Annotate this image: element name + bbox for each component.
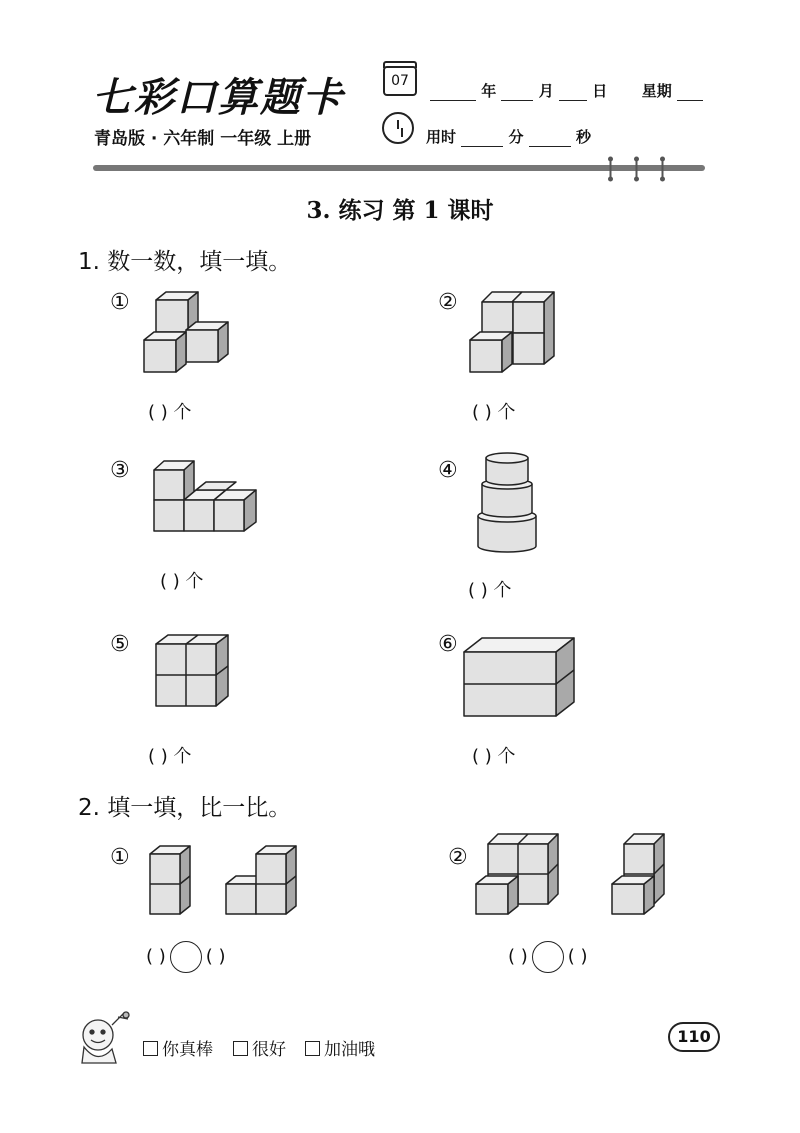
item-number: ⑥ <box>438 632 458 657</box>
edition-subtitle: 青岛版 · 六年制 一年级 上册 <box>94 129 312 149</box>
mascot-icon <box>72 1005 136 1069</box>
compare-row-1 <box>146 941 226 973</box>
item-number: ④ <box>438 458 458 483</box>
second-label: 秒 <box>575 128 591 146</box>
answer-blank-1[interactable]: ( ) 个 <box>148 402 192 423</box>
day-blank[interactable] <box>559 82 587 101</box>
compare-left-blank[interactable]: ( ) <box>508 946 528 967</box>
item-number: ① <box>110 290 130 315</box>
compare-right-blank[interactable]: ( ) <box>567 946 588 967</box>
cube-figure-5 <box>150 630 232 710</box>
time-used-label: 用时 <box>426 128 457 146</box>
compare-row-2 <box>508 941 588 973</box>
calendar-day: 07 <box>391 73 409 89</box>
answer-blank-2[interactable]: ( ) 个 <box>472 402 516 423</box>
calendar-icon <box>383 66 417 96</box>
lesson-title: 3. 练习 第 1 课时 <box>306 197 494 224</box>
pin-icon <box>608 156 613 182</box>
compare-symbol-circle[interactable] <box>170 941 202 973</box>
logo-title: 七彩口算题卡 <box>92 74 344 121</box>
minute-label: 分 <box>508 128 524 146</box>
second-blank[interactable] <box>529 128 571 147</box>
date-row <box>430 80 703 101</box>
weekday-label: 星期 <box>641 82 672 100</box>
checkbox-icon[interactable] <box>143 1041 158 1056</box>
compare-left-blank[interactable]: ( ) <box>146 946 166 967</box>
clock-icon <box>382 112 414 144</box>
day-label: 日 <box>592 82 608 100</box>
year-blank[interactable] <box>430 82 476 101</box>
cylinder-stack-figure-4 <box>472 448 542 556</box>
pin-icon <box>660 156 665 182</box>
rating-option-good[interactable]: 很好 <box>233 1035 286 1060</box>
question-1-title: 1. 数一数，填一填。 <box>78 249 292 275</box>
rating-option-great[interactable]: 你真棒 <box>143 1035 213 1060</box>
cube-figure-1 <box>138 286 238 378</box>
checkbox-icon[interactable] <box>305 1041 320 1056</box>
item-number: ② <box>448 845 468 870</box>
compare-figure-2 <box>472 828 672 920</box>
pin-icon <box>634 156 639 182</box>
page-number: 110 <box>668 1022 720 1052</box>
rating-option-keep-going[interactable]: 加油哦 <box>305 1035 375 1060</box>
minute-blank[interactable] <box>461 128 503 147</box>
compare-right-blank[interactable]: ( ) <box>205 946 226 967</box>
item-number: ⑤ <box>110 632 130 657</box>
question-2-title: 2. 填一填，比一比。 <box>78 795 292 821</box>
item-number: ③ <box>110 458 130 483</box>
cuboid-figure-6 <box>460 632 580 722</box>
answer-blank-5[interactable]: ( ) 个 <box>148 746 192 767</box>
month-label: 月 <box>538 82 554 100</box>
checkbox-icon[interactable] <box>233 1041 248 1056</box>
compare-figure-1 <box>144 840 304 920</box>
header-divider <box>93 165 705 171</box>
compare-symbol-circle[interactable] <box>532 941 564 973</box>
item-number: ② <box>438 290 458 315</box>
answer-blank-6[interactable]: ( ) 个 <box>472 746 516 767</box>
cube-figure-3 <box>146 456 262 536</box>
weekday-blank[interactable] <box>677 82 703 101</box>
cube-figure-2 <box>464 286 564 378</box>
time-row <box>426 126 591 147</box>
year-label: 年 <box>481 82 497 100</box>
answer-blank-3[interactable]: ( ) 个 <box>160 571 204 592</box>
answer-blank-4[interactable]: ( ) 个 <box>468 580 512 601</box>
item-number: ① <box>110 845 130 870</box>
month-blank[interactable] <box>501 82 533 101</box>
